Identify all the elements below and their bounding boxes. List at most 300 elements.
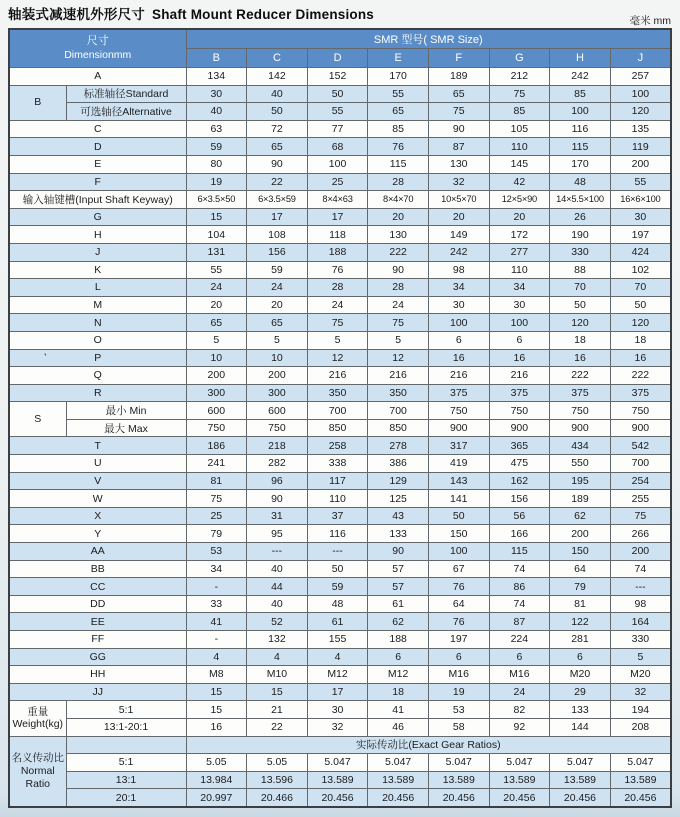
cell-value-H: 18 bbox=[550, 331, 611, 349]
row-label: E bbox=[9, 155, 186, 173]
row-label: W bbox=[9, 490, 186, 508]
cell-value-E: 216 bbox=[368, 367, 429, 385]
table-row bbox=[9, 103, 671, 121]
cell-value-D: 700 bbox=[307, 402, 368, 420]
cell-value-J: 70 bbox=[610, 279, 671, 297]
cell-value-B: 41 bbox=[186, 613, 247, 631]
cell-value-B: 131 bbox=[186, 243, 247, 261]
cell-value-C: 108 bbox=[247, 226, 308, 244]
table-row bbox=[9, 789, 671, 807]
table-row bbox=[9, 631, 671, 649]
cell-value-G: 86 bbox=[489, 578, 550, 596]
cell-value-E: 278 bbox=[368, 437, 429, 455]
cell-value-D: 188 bbox=[307, 243, 368, 261]
cell-value-F: 53 bbox=[428, 701, 489, 719]
cell-value-E: 222 bbox=[368, 243, 429, 261]
row-label: GG bbox=[9, 648, 186, 666]
cell-value-G: 115 bbox=[489, 543, 550, 561]
cell-value-F: 150 bbox=[428, 525, 489, 543]
cell-value-B: 6×3.5×50 bbox=[186, 191, 247, 209]
row-label: 20:1 bbox=[66, 789, 186, 807]
row-label: 最大 Max bbox=[66, 419, 186, 437]
cell-value-G: 100 bbox=[489, 314, 550, 332]
cell-value-H: 120 bbox=[550, 314, 611, 332]
cell-value-B: 55 bbox=[186, 261, 247, 279]
table-row bbox=[9, 68, 671, 86]
cell-value-G: 277 bbox=[489, 243, 550, 261]
unit-label: 毫米 mm bbox=[629, 15, 671, 27]
cell-value-H: 13.589 bbox=[550, 771, 611, 789]
cell-value-F: 76 bbox=[428, 613, 489, 631]
cell-value-F: 75 bbox=[428, 103, 489, 121]
cell-value-G: 145 bbox=[489, 155, 550, 173]
cell-value-F: 76 bbox=[428, 578, 489, 596]
cell-value-H: 6 bbox=[550, 648, 611, 666]
cell-value-B: 33 bbox=[186, 595, 247, 613]
row-label: 输入轴键槽(Input Shaft Keyway) bbox=[9, 191, 186, 209]
cell-value-H: 375 bbox=[550, 384, 611, 402]
row-label: 13:1 bbox=[66, 771, 186, 789]
cell-value-G: 224 bbox=[489, 631, 550, 649]
cell-value-B: 5 bbox=[186, 331, 247, 349]
cell-value-J: 164 bbox=[610, 613, 671, 631]
cell-value-D: 61 bbox=[307, 613, 368, 631]
cell-value-B: 19 bbox=[186, 173, 247, 191]
stray-mark: ' bbox=[43, 352, 51, 363]
group-label: B bbox=[9, 85, 66, 120]
cell-value-F: 34 bbox=[428, 279, 489, 297]
cell-value-G: 365 bbox=[489, 437, 550, 455]
table-row bbox=[9, 349, 671, 367]
group-label: 重量 Weight(kg) bbox=[9, 701, 66, 736]
cell-value-E: 90 bbox=[368, 543, 429, 561]
cell-value-D: 55 bbox=[307, 103, 368, 121]
cell-value-G: 13.589 bbox=[489, 771, 550, 789]
cell-value-D: 24 bbox=[307, 296, 368, 314]
cell-value-J: 255 bbox=[610, 490, 671, 508]
cell-value-E: 850 bbox=[368, 419, 429, 437]
cell-value-C: 40 bbox=[247, 560, 308, 578]
cell-value-H: 281 bbox=[550, 631, 611, 649]
cell-value-G: 6 bbox=[489, 648, 550, 666]
cell-value-E: 55 bbox=[368, 85, 429, 103]
cell-value-G: 20 bbox=[489, 208, 550, 226]
cell-value-J: 5 bbox=[610, 648, 671, 666]
cell-value-B: 13.984 bbox=[186, 771, 247, 789]
table-row bbox=[9, 419, 671, 437]
cell-value-G: 30 bbox=[489, 296, 550, 314]
cell-value-G: 162 bbox=[489, 472, 550, 490]
cell-value-J: 100 bbox=[610, 85, 671, 103]
cell-value-D: 30 bbox=[307, 701, 368, 719]
cell-value-D: --- bbox=[307, 543, 368, 561]
cell-value-J: 194 bbox=[610, 701, 671, 719]
cell-value-E: 57 bbox=[368, 578, 429, 596]
cell-value-H: 900 bbox=[550, 419, 611, 437]
table-row bbox=[9, 595, 671, 613]
cell-value-C: --- bbox=[247, 543, 308, 561]
cell-value-C: 22 bbox=[247, 173, 308, 191]
table-row bbox=[9, 754, 671, 772]
row-label: 可选轴径Alternative bbox=[66, 103, 186, 121]
cell-value-C: 218 bbox=[247, 437, 308, 455]
cell-value-E: 57 bbox=[368, 560, 429, 578]
cell-value-B: 59 bbox=[186, 138, 247, 156]
cell-value-D: 118 bbox=[307, 226, 368, 244]
cell-value-C: 96 bbox=[247, 472, 308, 490]
cell-value-C: 156 bbox=[247, 243, 308, 261]
cell-value-H: 16 bbox=[550, 349, 611, 367]
cell-value-H: 62 bbox=[550, 507, 611, 525]
dimension-header-cell bbox=[9, 29, 186, 68]
table-row bbox=[9, 279, 671, 297]
row-label: CC bbox=[9, 578, 186, 596]
cell-value-G: 24 bbox=[489, 683, 550, 701]
row-label: M bbox=[9, 296, 186, 314]
page-title bbox=[8, 3, 374, 23]
group-label: S bbox=[9, 402, 66, 437]
cell-value-C: 17 bbox=[247, 208, 308, 226]
cell-value-H: 29 bbox=[550, 683, 611, 701]
cell-value-D: 77 bbox=[307, 120, 368, 138]
cell-value-F: 100 bbox=[428, 543, 489, 561]
cell-value-J: 900 bbox=[610, 419, 671, 437]
table-row bbox=[9, 648, 671, 666]
cell-value-C: 31 bbox=[247, 507, 308, 525]
cell-value-H: 26 bbox=[550, 208, 611, 226]
cell-value-C: 200 bbox=[247, 367, 308, 385]
cell-value-E: 61 bbox=[368, 595, 429, 613]
cell-value-J: 16 bbox=[610, 349, 671, 367]
row-label: D bbox=[9, 138, 186, 156]
row-label: 5:1 bbox=[66, 754, 186, 772]
cell-value-J: 102 bbox=[610, 261, 671, 279]
table-row bbox=[9, 543, 671, 561]
cell-value-B: - bbox=[186, 578, 247, 596]
cell-value-G: 475 bbox=[489, 455, 550, 473]
group-label: 名义传动比 Normal Ratio bbox=[9, 736, 66, 807]
cell-value-F: 20 bbox=[428, 208, 489, 226]
table-row bbox=[9, 472, 671, 490]
table-row bbox=[9, 331, 671, 349]
row-label: DD bbox=[9, 595, 186, 613]
cell-value-H: 100 bbox=[550, 103, 611, 121]
size-header-F: F bbox=[428, 49, 489, 68]
table-row bbox=[9, 208, 671, 226]
cell-value-B: 104 bbox=[186, 226, 247, 244]
cell-value-C: 5.05 bbox=[247, 754, 308, 772]
row-label: V bbox=[9, 472, 186, 490]
cell-value-D: 59 bbox=[307, 578, 368, 596]
cell-value-F: 143 bbox=[428, 472, 489, 490]
row-label: P bbox=[9, 349, 186, 367]
size-header-H: H bbox=[550, 49, 611, 68]
cell-value-J: 16×6×100 bbox=[610, 191, 671, 209]
cell-value-E: 115 bbox=[368, 155, 429, 173]
table-row bbox=[9, 243, 671, 261]
cell-value-C: 44 bbox=[247, 578, 308, 596]
cell-value-D: 28 bbox=[307, 279, 368, 297]
cell-value-E: 350 bbox=[368, 384, 429, 402]
cell-value-H: 70 bbox=[550, 279, 611, 297]
cell-value-C: 600 bbox=[247, 402, 308, 420]
cell-value-G: 74 bbox=[489, 560, 550, 578]
cell-value-J: 50 bbox=[610, 296, 671, 314]
size-header-B: B bbox=[186, 49, 247, 68]
row-label: F bbox=[9, 173, 186, 191]
cell-value-G: 900 bbox=[489, 419, 550, 437]
cell-value-C: 65 bbox=[247, 138, 308, 156]
table-row bbox=[9, 120, 671, 138]
cell-value-E: 24 bbox=[368, 296, 429, 314]
cell-value-B: - bbox=[186, 631, 247, 649]
cell-value-G: 166 bbox=[489, 525, 550, 543]
cell-value-D: 117 bbox=[307, 472, 368, 490]
cell-value-J: 200 bbox=[610, 543, 671, 561]
cell-value-D: 850 bbox=[307, 419, 368, 437]
table-row bbox=[9, 296, 671, 314]
cell-value-H: 434 bbox=[550, 437, 611, 455]
cell-value-E: 90 bbox=[368, 261, 429, 279]
cell-value-G: 12×5×90 bbox=[489, 191, 550, 209]
cell-value-D: 37 bbox=[307, 507, 368, 525]
cell-value-E: 28 bbox=[368, 173, 429, 191]
cell-value-C: 10 bbox=[247, 349, 308, 367]
cell-value-E: 5.047 bbox=[368, 754, 429, 772]
cell-value-F: 197 bbox=[428, 631, 489, 649]
cell-value-F: 6 bbox=[428, 648, 489, 666]
cell-value-C: 22 bbox=[247, 718, 308, 736]
cell-value-G: 34 bbox=[489, 279, 550, 297]
cell-value-J: 330 bbox=[610, 631, 671, 649]
cell-value-C: 95 bbox=[247, 525, 308, 543]
cell-value-G: 212 bbox=[489, 68, 550, 86]
cell-value-G: 87 bbox=[489, 613, 550, 631]
cell-value-E: 46 bbox=[368, 718, 429, 736]
cell-value-H: 48 bbox=[550, 173, 611, 191]
row-label: FF bbox=[9, 631, 186, 649]
cell-value-E: 76 bbox=[368, 138, 429, 156]
dimension-header-zh: 尺寸 bbox=[86, 35, 109, 48]
cell-value-B: M8 bbox=[186, 666, 247, 684]
size-header-C: C bbox=[247, 49, 308, 68]
cell-value-B: 24 bbox=[186, 279, 247, 297]
cell-value-E: 13.589 bbox=[368, 771, 429, 789]
cell-value-D: 17 bbox=[307, 683, 368, 701]
cell-value-C: M10 bbox=[247, 666, 308, 684]
cell-value-C: 5 bbox=[247, 331, 308, 349]
cell-value-J: 700 bbox=[610, 455, 671, 473]
cell-value-D: 5.047 bbox=[307, 754, 368, 772]
cell-value-D: 25 bbox=[307, 173, 368, 191]
cell-value-J: 135 bbox=[610, 120, 671, 138]
cell-value-J: 542 bbox=[610, 437, 671, 455]
table-row bbox=[9, 173, 671, 191]
cell-value-H: M20 bbox=[550, 666, 611, 684]
cell-value-F: 58 bbox=[428, 718, 489, 736]
cell-value-B: 79 bbox=[186, 525, 247, 543]
cell-value-D: 20.456 bbox=[307, 789, 368, 807]
cell-value-F: 317 bbox=[428, 437, 489, 455]
cell-value-G: 85 bbox=[489, 103, 550, 121]
row-label: L bbox=[9, 279, 186, 297]
cell-value-G: 16 bbox=[489, 349, 550, 367]
row-label: U bbox=[9, 455, 186, 473]
cell-value-C: 6×3.5×59 bbox=[247, 191, 308, 209]
cell-value-J: 222 bbox=[610, 367, 671, 385]
cell-value-F: 375 bbox=[428, 384, 489, 402]
cell-value-E: 5 bbox=[368, 331, 429, 349]
table-row bbox=[9, 455, 671, 473]
row-label: JJ bbox=[9, 683, 186, 701]
cell-value-J: 424 bbox=[610, 243, 671, 261]
cell-value-E: 43 bbox=[368, 507, 429, 525]
cell-value-F: 32 bbox=[428, 173, 489, 191]
cell-value-E: 20.456 bbox=[368, 789, 429, 807]
row-label: 最小 Min bbox=[66, 402, 186, 420]
cell-value-F: 20.456 bbox=[428, 789, 489, 807]
cell-value-J: 32 bbox=[610, 683, 671, 701]
row-label bbox=[66, 736, 186, 754]
row-label: A bbox=[9, 68, 186, 86]
cell-value-H: 242 bbox=[550, 68, 611, 86]
cell-value-G: 74 bbox=[489, 595, 550, 613]
table-row bbox=[9, 736, 671, 754]
cell-value-B: 186 bbox=[186, 437, 247, 455]
cell-value-H: 195 bbox=[550, 472, 611, 490]
cell-value-J: 74 bbox=[610, 560, 671, 578]
cell-value-D: 216 bbox=[307, 367, 368, 385]
cell-value-H: 50 bbox=[550, 296, 611, 314]
cell-value-H: 189 bbox=[550, 490, 611, 508]
cell-value-J: 20.456 bbox=[610, 789, 671, 807]
cell-value-C: 132 bbox=[247, 631, 308, 649]
cell-value-E: 20 bbox=[368, 208, 429, 226]
table-row bbox=[9, 666, 671, 684]
cell-value-J: 13.589 bbox=[610, 771, 671, 789]
cell-value-J: 750 bbox=[610, 402, 671, 420]
cell-value-J: 120 bbox=[610, 103, 671, 121]
page-title-en: Shaft Mount Reducer Dimensions bbox=[152, 7, 375, 22]
cell-value-E: 386 bbox=[368, 455, 429, 473]
cell-value-B: 4 bbox=[186, 648, 247, 666]
cell-value-F: 13.589 bbox=[428, 771, 489, 789]
cell-value-C: 72 bbox=[247, 120, 308, 138]
row-label: K bbox=[9, 261, 186, 279]
cell-value-F: 90 bbox=[428, 120, 489, 138]
cell-value-G: 105 bbox=[489, 120, 550, 138]
smr-size-group-header: SMR 型号( SMR Size) bbox=[186, 29, 671, 49]
cell-value-D: 75 bbox=[307, 314, 368, 332]
cell-value-C: 90 bbox=[247, 155, 308, 173]
cell-value-E: 6 bbox=[368, 648, 429, 666]
size-header-D: D bbox=[307, 49, 368, 68]
cell-value-J: 200 bbox=[610, 155, 671, 173]
table-row bbox=[9, 367, 671, 385]
table-row bbox=[9, 226, 671, 244]
cell-value-H: 88 bbox=[550, 261, 611, 279]
cell-value-C: 15 bbox=[247, 683, 308, 701]
cell-value-J: M20 bbox=[610, 666, 671, 684]
table-row bbox=[9, 155, 671, 173]
cell-value-J: --- bbox=[610, 578, 671, 596]
cell-value-F: M16 bbox=[428, 666, 489, 684]
cell-value-B: 20.997 bbox=[186, 789, 247, 807]
cell-value-D: 12 bbox=[307, 349, 368, 367]
size-header-E: E bbox=[368, 49, 429, 68]
cell-value-C: 300 bbox=[247, 384, 308, 402]
table-row bbox=[9, 490, 671, 508]
cell-value-F: 50 bbox=[428, 507, 489, 525]
table-row bbox=[9, 683, 671, 701]
cell-value-B: 241 bbox=[186, 455, 247, 473]
cell-value-F: 98 bbox=[428, 261, 489, 279]
cell-value-C: 20 bbox=[247, 296, 308, 314]
table-row bbox=[9, 314, 671, 332]
cell-value-F: 6 bbox=[428, 331, 489, 349]
table-row bbox=[9, 718, 671, 736]
row-label: 标准轴径Standard bbox=[66, 85, 186, 103]
table-row bbox=[9, 525, 671, 543]
cell-value-J: 208 bbox=[610, 718, 671, 736]
cell-value-J: 30 bbox=[610, 208, 671, 226]
cell-value-C: 50 bbox=[247, 103, 308, 121]
cell-value-B: 5.05 bbox=[186, 754, 247, 772]
cell-value-H: 79 bbox=[550, 578, 611, 596]
page-title-zh: 轴装式减速机外形尺寸 bbox=[8, 7, 145, 22]
cell-value-D: 350 bbox=[307, 384, 368, 402]
cell-value-G: 5.047 bbox=[489, 754, 550, 772]
cell-value-B: 30 bbox=[186, 85, 247, 103]
cell-value-E: 700 bbox=[368, 402, 429, 420]
cell-value-G: 6 bbox=[489, 331, 550, 349]
cell-value-E: 75 bbox=[368, 314, 429, 332]
row-label: J bbox=[9, 243, 186, 261]
row-label: R bbox=[9, 384, 186, 402]
cell-value-D: 32 bbox=[307, 718, 368, 736]
table-row bbox=[9, 560, 671, 578]
cell-value-G: 110 bbox=[489, 261, 550, 279]
table-row bbox=[9, 85, 671, 103]
cell-value-C: 142 bbox=[247, 68, 308, 86]
cell-value-E: 18 bbox=[368, 683, 429, 701]
cell-value-H: 5.047 bbox=[550, 754, 611, 772]
cell-value-G: 156 bbox=[489, 490, 550, 508]
cell-value-C: 20.466 bbox=[247, 789, 308, 807]
row-label: AA bbox=[9, 543, 186, 561]
cell-value-F: 189 bbox=[428, 68, 489, 86]
cell-value-B: 600 bbox=[186, 402, 247, 420]
row-label: X bbox=[9, 507, 186, 525]
cell-value-D: 5 bbox=[307, 331, 368, 349]
cell-value-J: 375 bbox=[610, 384, 671, 402]
cell-value-D: M12 bbox=[307, 666, 368, 684]
cell-value-C: 4 bbox=[247, 648, 308, 666]
cell-value-J: 5.047 bbox=[610, 754, 671, 772]
cell-value-H: 750 bbox=[550, 402, 611, 420]
cell-value-D: 13.589 bbox=[307, 771, 368, 789]
cell-value-E: 28 bbox=[368, 279, 429, 297]
cell-value-F: 67 bbox=[428, 560, 489, 578]
cell-value-D: 17 bbox=[307, 208, 368, 226]
cell-value-H: 20.456 bbox=[550, 789, 611, 807]
cell-value-E: 130 bbox=[368, 226, 429, 244]
size-header-J: J bbox=[610, 49, 671, 68]
cell-value-C: 750 bbox=[247, 419, 308, 437]
cell-value-B: 750 bbox=[186, 419, 247, 437]
row-label: C bbox=[9, 120, 186, 138]
cell-value-E: M12 bbox=[368, 666, 429, 684]
